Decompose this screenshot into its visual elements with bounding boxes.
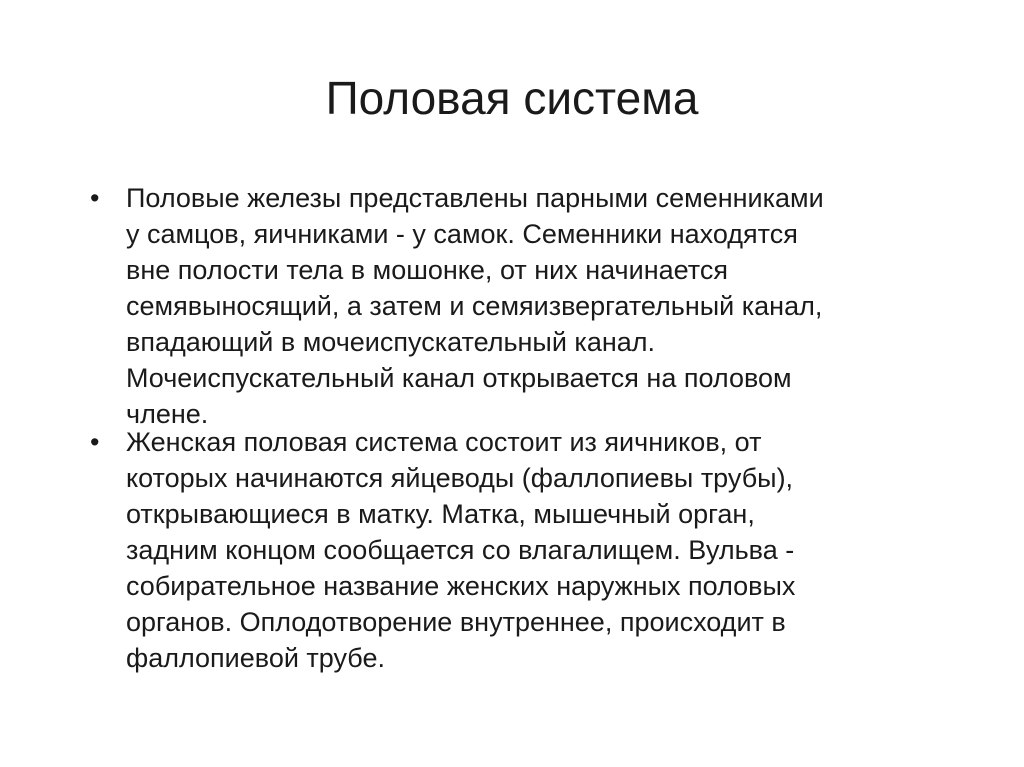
text-line: которых начинаются яйцеводы (фаллопиевы трубы), <box>126 463 794 493</box>
text-line: Мочеиспускательный канал открывается на половом <box>126 363 792 393</box>
bullet-icon: • <box>90 183 100 213</box>
text-line: впадающий в мочеиспускательный канал. <box>126 327 656 357</box>
bullet-icon: • <box>90 427 100 457</box>
text-line: открывающиеся в матку. Матка, мышечный орган, <box>126 499 755 529</box>
text-line: органов. Оплодотворение внутреннее, происходит в <box>126 607 786 637</box>
slide-title: Половая система <box>325 72 699 124</box>
text-line: у самцов, яичниками - у самок. Семенники находятся <box>126 219 798 249</box>
text-line: Половые железы представлены парными семенниками <box>126 183 824 213</box>
text-line: фаллопиевой трубе. <box>126 643 385 673</box>
text-line: семявыносящий, а затем и семяизвергательный канал, <box>126 291 823 321</box>
text-line: вне полости тела в мошонке, от них начинается <box>126 255 728 285</box>
text-line: собирательное название женских наружных половых <box>126 571 796 601</box>
text-line: Женская половая система состоит из яичников, от <box>126 427 762 457</box>
text-line: члене. <box>126 399 209 429</box>
text-line: задним концом сообщается со влагалищем. Вульва - <box>126 535 795 565</box>
